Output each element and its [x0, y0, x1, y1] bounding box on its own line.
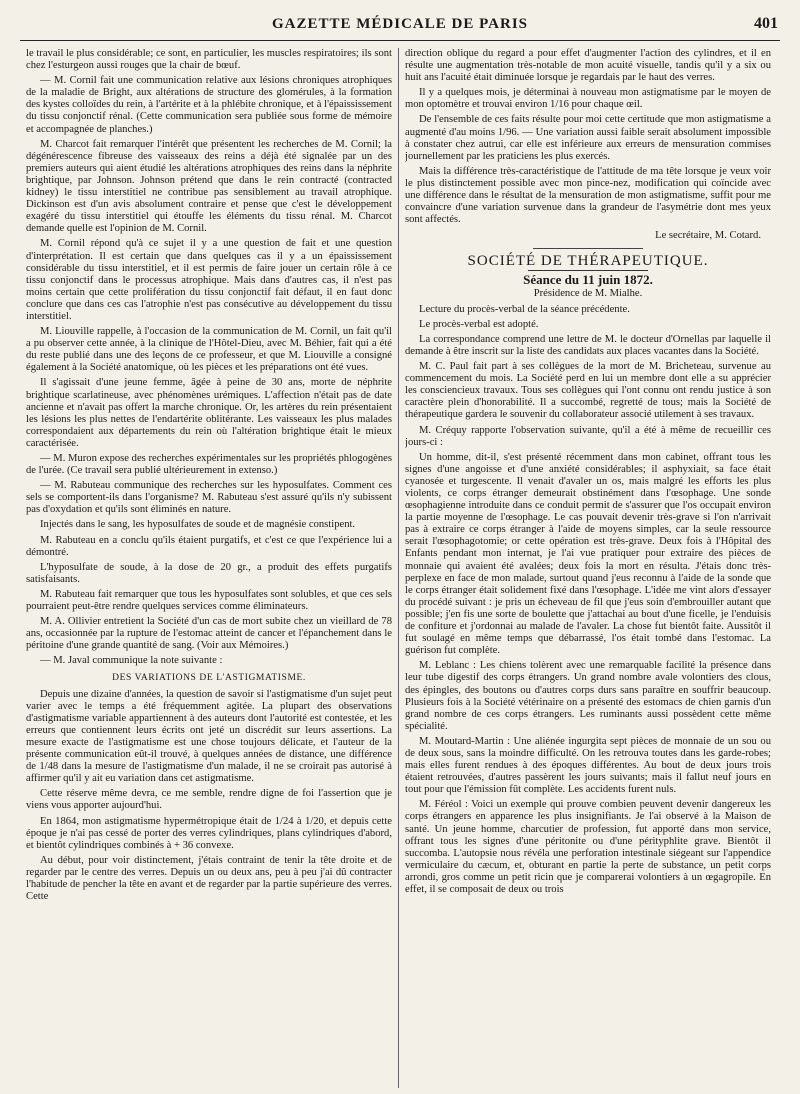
paragraph: L'hyposulfate de soude, à la dose de 20 gr., a produit des effets purgatifs satisfaisants.	[26, 561, 392, 585]
column-divider	[398, 48, 399, 1088]
paragraph: M. Rabuteau en a conclu qu'ils étaient purgatifs, et c'est ce que l'expérience lui a démontré.	[26, 534, 392, 558]
paragraph: M. Liouville rappelle, à l'occasion de la communication de M. Cornil, un fait qu'il a pu observer cette année, à la clinique de l'Hôtel-Dieu, avec M. Béhier, fait qui a été du reste publié dans une des leçons de ce professeur, et que M. Liouville a consigné également à la Société anatomique, où les pièces et les préparations ont été vues.	[26, 326, 392, 374]
paragraph: Au début, pour voir distinctement, j'étais contraint de tenir la tête droite et de regarder par le centre des verres. Depuis un ou deux ans, peu à peu j'ai dû contracter l'habitude de pencher la tête en avant et de regarder par la partie supérieure des verres. Cette	[26, 854, 392, 903]
paragraph: M. C. Paul fait part à ses collègues de la mort de M. Bricheteau, survenue au commencement du mois. La Société perd en lui un membre dont elle a su apprécier les consciencieux travaux. Tous ses collègues qui l'ont connu ont rendu justice à son caractère plein d'honorabilité. Il a succombé, regretté de tous; mais la Société de thérapeutique gardera le souvenir du collaborateur associé utilement à ses travaux.	[405, 361, 771, 421]
paragraph: La correspondance comprend une lettre de M. le docteur d'Ornellas par laquelle il demande à être inscrit sur la liste des candidats aux places vacantes dans la Société.	[405, 333, 771, 357]
paragraph: Le procès-verbal est adopté.	[419, 318, 539, 330]
paragraph: M. Créquy rapporte l'observation suivante, qu'il a été à même de recueillir ces jours-ci :	[405, 424, 771, 448]
section-title-rule	[528, 270, 648, 271]
section-title: SOCIÉTÉ DE THÉRAPEUTIQUE.	[467, 253, 709, 270]
paragraph: En 1864, mon astigmatisme hypermétropique était de 1/24 à 1/20, et depuis cette époque je n'ai pas cessé de porter des verres cylindriques, plans cylindriques d'abord, et bientôt cylindriques combinés à + 36 convexe.	[26, 815, 392, 851]
presidency-line: Présidence de M. Mialhe.	[533, 287, 643, 299]
secretary-signature: Le secrétaire, M. Cotard.	[655, 230, 761, 242]
paragraph: — M. Cornil fait une communication relative aux lésions chroniques atrophiques de la maladie de Bright, aux altérations de structure des glomérules, à la formation des kystes colloïdes du rein, à l'artérite et à la phlébite chronique, et à l'épaississement du tissu conjonctif rénal. (Cette communication sera publiée sous forme de mémoire et accompagnée de planches.)	[26, 75, 392, 135]
paragraph: Il s'agissait d'une jeune femme, âgée à peine de 30 ans, morte de néphrite brightique scarlatineuse, avec phénomènes urémiques. L'affection n'était pas de date ancienne et n'avait pas offert la marche chronique. Or, les artères du rein présentaient les lésions les plus nettes de l'endartérite oblitérante. Les vaisseaux les plus malades correspondaient aux départements du rein où l'altération brightique était le mieux caractérisée.	[26, 377, 392, 449]
right-column	[405, 48, 771, 1088]
paragraph: M. Rabuteau fait remarquer que tous les hyposulfates sont solubles, et que ces sels pourraient peut-être rendre quelques services comme éliminateurs.	[26, 588, 392, 613]
article-heading: DES VARIATIONS DE L'ASTIGMATISME.	[112, 672, 306, 683]
journal-title: GAZETTE MÉDICALE DE PARIS	[271, 16, 528, 32]
left-column	[26, 48, 392, 1088]
paragraph: Il y a quelques mois, je déterminai à nouveau mon astigmatisme par le moyen de mon optomètre et trouvai environ 1/16 pour chaque œil.	[405, 87, 771, 111]
paragraph: Cette réserve même devra, ce me semble, rendre digne de foi l'assertion que je viens vous apporter aujourd'hui.	[26, 788, 392, 812]
session-date: Séance du 11 juin 1872.	[523, 271, 653, 287]
paragraph: M. Moutard-Martin : Une aliénée ingurgita sept pièces de monnaie de un sou ou de deux sous, sans la moindre difficulté. On les retrouva toutes dans les garde-robes; mais elles furent rendues à des époques différentes. Au bout de deux jours trois étaient retrouvées, d'autres passèrent les jours suivants; mais il fallut neuf jours en tout pour que l'émission fût complète. Les accidents furent nuls.	[405, 735, 771, 796]
paragraph: M. Féréol : Voici un exemple qui prouve combien peuvent devenir dangereux les corps étrangers en apparence les plus insignifiants. Je l'ai observé à la Maison de santé. Un jeune homme, charcutier de profession, fut apporté dans mon service, offrant tous les signes d'une péritonite ou d'une pérityphlite grave. Bientôt il succomba. L'autopsie nous révéla une perforation intestinale siégeant sur l'appendice vermiculaire du cæcum, et, obturant en partie la perte de substance, un petit corps arrondi, gros comme un petit ricin que je comparerai volontiers à un œgagropile. En effet, il se composait de deux ou trois	[405, 799, 771, 895]
paragraph: Un homme, dit-il, s'est présenté récemment dans mon cabinet, offrant tous les signes d'une angoisse et d'une anxiété considérables; il asphyxiait, sa face était cyanosée et turgescente. Il venait d'avaler un os, mais malgré les efforts les plus violents, ce corps étranger demeurait obstinément dans l'œsophage. Une sonde œsophagienne introduite dans ce conduit permit de s'assurer que l'os occupait environ la partie moyenne de l'œsophage. Le cas pouvait devenir très-grave si l'on n'arrivait pas à extraire ce corps étranger à l'aide de moyens simples, car la seule ressource serait l'œsophagotomie; or cette opération est très-grave. Deux fois à l'Hôpital des Enfants pendant mon internat, je l'ai vue pratiquer pour extraire des pièces de monnaie qui avaient été avalées; deux fois la mort en résulta. J'étais donc très-perplexe en face de mon malade, surtout quand j'eus reconnu à l'aide de la sonde que le corps étranger était solidement fixé dans l'œsophage. L'idée me vint alors d'essayer du procédé suivant : je pris un écheveau de fil que j'eus soin d'embrouiller autant que possible; j'en fis une sorte de boulette que j'attachai au bout d'une ficelle, je l'enduisis de confiture et j'ordonnai au malade de l'avaler. La chose fut bientôt faite. Aussitôt il fut soulagé en même temps que débarrassé, l'os était tombé dans l'estomac. La guérison fut complète.	[405, 451, 771, 657]
paragraph: — M. Javal communique la note suivante :	[40, 655, 223, 667]
paragraph: M. Cornil répond qu'à ce sujet il y a une question de fait et une question d'interprétation. Il est certain que dans quelques cas il y a un épaississement considérable du tissu interstitiel, et il est permis de faire jouer un certain rôle à ce tissu conjonctif dans le processus atrophique. Mais dans d'autres cas, il n'est pas moins certain que cette prolifération du tissu conjonctif fait défaut, il en faut donc conclure que dans ces cas l'atrophie n'est pas consécutive au développement du tissu interstitiel.	[26, 238, 392, 322]
page-number: 401	[754, 15, 778, 32]
paragraph: Lecture du procès-verbal de la séance précédente.	[419, 303, 630, 315]
paragraph: De l'ensemble de ces faits résulte pour moi cette certitude que mon astigmatisme a augmenté d'au moins 1/96. — Une variation aussi faible serait absolument impossible à constater chez autrui, car elle est inférieure aux erreurs de mensuration commises journellement par les praticiens les plus exercés.	[405, 114, 771, 162]
paragraph: Injectés dans le sang, les hyposulfates de soude et de magnésie constipent.	[40, 519, 356, 531]
paragraph: Mais la différence très-caractéristique de l'attitude de ma tête lorsque je veux voir le plus distinctement possible avec mon pince-nez, modification qui coïncide avec une différence dans le résultat de la mensuration de mon astigmatisme, suffit pour me convaincre d'une variation survenue dans la grandeur de l'asymétrie dont mes yeux sont affectés.	[405, 165, 771, 226]
paragraph: direction oblique du regard a pour effet d'augmenter l'action des cylindres, et il en résulte une augmentation très-notable de mon acuité visuelle, tandis qu'il y a six ou huit ans l'acuité était diminuée lorsque je regardais par le haut des verres.	[405, 48, 771, 84]
paragraph: M. A. Ollivier entretient la Société d'un cas de mort subite chez un vieillard de 78 ans, occasionnée par la rupture de l'estomac atteint de cancer et l'épanchement dans le péritoine d'une grande quantité de sang. (Voir aux Mémoires.)	[26, 616, 392, 652]
paragraph: M. Charcot fait remarquer l'intérêt que présentent les recherches de M. Cornil; la dégénérescence fibreuse des vaisseaux des reins a déjà été signalée par un des premiers auteurs qui aient étudié les altérations atrophiques des reins dans la néphrite brightique, par Johnson. Johnson prétend que dans le rein contracté (contracted kidney) le tissu interstitiel ne contribue pas sensiblement au travail atrophique. Dickinson est d'un avis absolument contraire et pense que c'est le développement exagéré du tissu interstitiel qui étouffe les éléments du tissu rénal. M. Charcot demande quelle est l'opinion de M. Cornil.	[26, 138, 392, 235]
paragraph: M. Leblanc : Les chiens tolèrent avec une remarquable facilité la présence dans leur tube digestif des corps étrangers. Un grand nombre avale volontiers des clous, des épingles, des boutons ou d'autres corps durs sans paraître en souffrir beaucoup. Plusieurs fois à la Société vétérinaire on a présenté des estomacs de chien garnis d'un grand nombre de ces corps étrangers. Les ruminants aussi possèdent cette même spécialité.	[405, 660, 771, 732]
page-header	[20, 14, 780, 41]
paragraph: — M. Rabuteau communique des recherches sur les hyposulfates. Comment ces sels se comportent-ils dans l'organisme? M. Rabuteau s'est assuré qu'ils n'y subissent pas d'oxydation et qu'ils sont éliminés en nature.	[26, 480, 392, 516]
paragraph: Depuis une dizaine d'années, la question de savoir si l'astigmatisme d'un sujet peut varier avec le temps a été fréquemment agitée. La plupart des observations d'astigmatisme variable appartiennent à des auteurs dont l'autorité est contestée, et les erreurs que contiennent leurs écrits ont jeté un discrédit sur leurs assertions. La mesure exacte de l'astigmatisme est une chose toujours délicate, et l'auteur de la présente communication eût-il trouvé, à quelques années de distance, une différence de 1/48 dans la mesure de l'astigmatisme d'un malade, il ne se croirait pas autorisé à affirmer qu'il y ait eu variation dans cet astigmatisme.	[26, 688, 392, 785]
paragraph: le travail le plus considérable; ce sont, en particulier, les muscles respiratoires; ils sont chez l'esturgeon aussi rouges que la chair de bœuf.	[26, 48, 392, 72]
section-separator	[533, 248, 643, 249]
paragraph: — M. Muron expose des recherches expérimentales sur les propriétés phlogogènes de l'urée. (Ce travail sera publié ultérieurement in extenso.)	[26, 453, 392, 477]
